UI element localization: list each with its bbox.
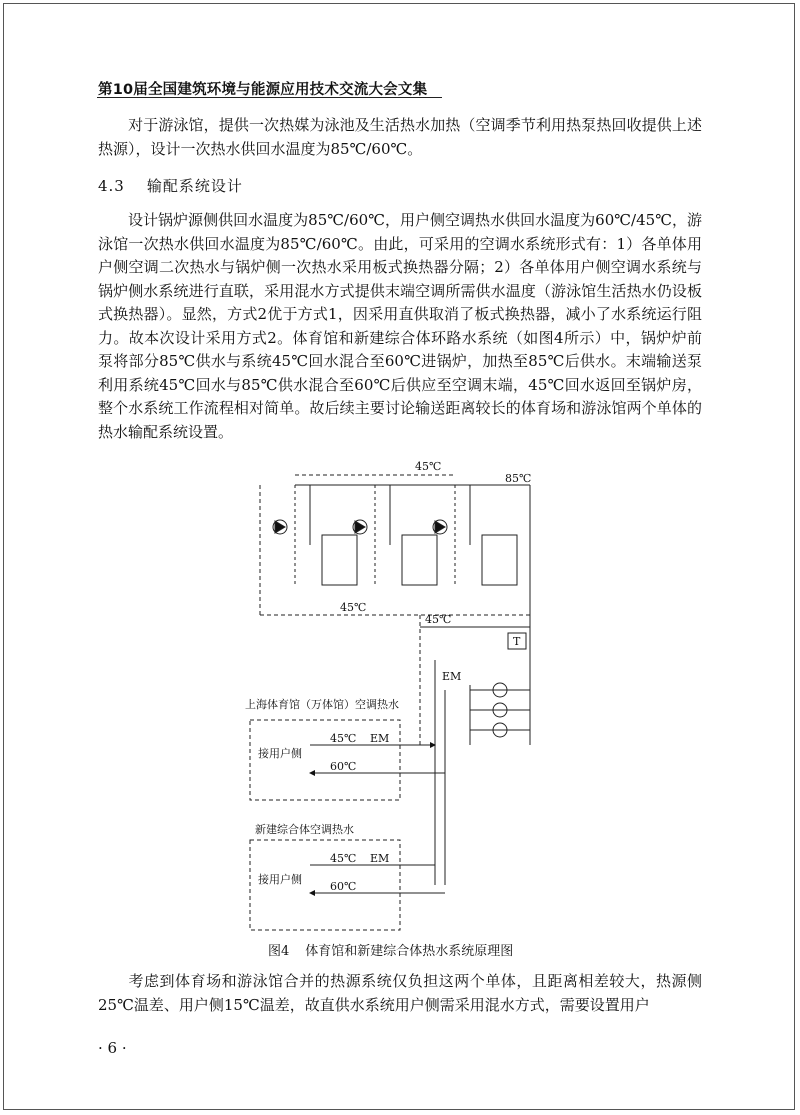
box1-title: 上海体育馆（万体馆）空调热水	[245, 698, 399, 711]
paragraph-continuation: 考虑到体育场和游泳馆合并的热源系统仅负担这两个单体，且距离相差较大，热源侧25℃温差、用户侧15℃温差，故直供水系统用户侧需采用混水方式，需要设置用户	[98, 972, 702, 1014]
box2-user-side: 接用户侧	[258, 873, 302, 886]
paragraph-distribution-design: 设计锅炉源侧供回水温度为85℃/60℃，用户侧空调热水供回水温度为60℃/45℃，游泳馆一次热水供回水温度为85℃/60℃。由此，可采用的空调水系统形式有：1）各单体用户侧空调二次热水与锅炉侧一次热水采用板式换热器分隔；2）各单体用户侧空调水系统与锅炉侧水系统进行直联，采用混水方式提供末端空调所需供水温度（游泳馆生活热水仍设板式换热器）。显然，方式2优于方式1，因采用直供取消了板式换热器，减小了水系统运行阻力。故本次设计采用方式2。体育馆和新建综合体环路水系统（如图4所示）中，锅炉炉前泵将部分85℃供水与系统45℃回水混合至60℃进锅炉，加热至85℃后供水。末端输送泵利用系统45℃回水与85℃供水混合至60℃后供应至空调末端，45℃回水返回至锅炉房，整个水系统工作流程相对简单。故后续主要讨论输送距离较长的体育场和游泳馆两个单体的热水输配系统设置。	[98, 211, 702, 441]
em-label-box2: EM	[370, 852, 390, 865]
paragraph-swimming-hall: 对于游泳馆，提供一次热媒为泳池及生活热水加热（空调季节利用热泵热回收提供上述热源），设计一次热水供回水温度为85℃/60℃。	[98, 116, 702, 158]
boiler-unit-2	[353, 485, 437, 585]
label-45c-box2: 45℃	[330, 852, 357, 865]
label-85c-top: 85℃	[505, 472, 532, 485]
boiler-unit-1	[273, 485, 357, 585]
label-45c-top: 45℃	[415, 460, 442, 473]
em-label: EM	[442, 670, 462, 683]
sensor-label: T	[513, 635, 521, 648]
running-header: 第10届全国建筑环境与能源应用技术交流大会文集	[98, 82, 428, 98]
label-60c-box2: 60℃	[330, 880, 357, 893]
box2-title: 新建综合体空调热水	[255, 823, 354, 836]
hot-water-system-diagram	[230, 455, 570, 935]
label-45c-mix: 45℃	[425, 613, 452, 626]
label-45c-box1: 45℃	[330, 732, 357, 745]
em-label-box1: EM	[370, 732, 390, 745]
label-60c-box1: 60℃	[330, 760, 357, 773]
header-dashed-rule	[330, 97, 442, 98]
boiler-unit-3	[433, 485, 517, 585]
page-number: · 6 ·	[98, 1039, 127, 1057]
label-45c-return: 45℃	[340, 601, 367, 614]
figure-caption: 图4 体育馆和新建综合体热水系统原理图	[268, 944, 514, 959]
section-heading: 4.3 输配系统设计	[98, 177, 243, 195]
box1-user-side: 接用户侧	[258, 747, 302, 760]
